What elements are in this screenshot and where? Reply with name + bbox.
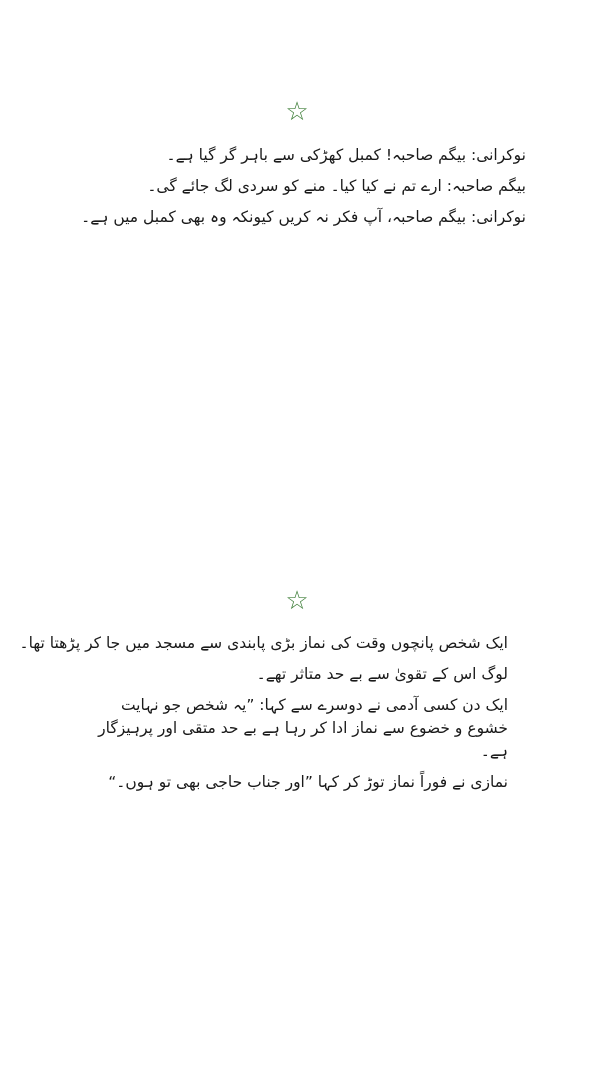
joke-line: ایک شخص پانچوں وقت کی نماز بڑی پابندی سے مسجد میں جا کر پڑھتا تھا۔ [19, 634, 508, 652]
joke-blanket [66, 144, 526, 237]
joke-line: ایک دن کسی آدمی نے دوسرے سے کہا: ”یہ شخص جو نہایت خشوع و خضوع سے نماز ادا کر رہا ہے بے حد متقی اور پرہیزگار ہے۔ [98, 696, 508, 760]
star-divider-icon: ☆ [285, 586, 309, 616]
joke-line: نوکرانی: بیگم صاحبہ! کمبل کھڑکی سے باہر گر گیا ہے۔ [166, 146, 526, 164]
joke-prayer [19, 632, 508, 802]
joke-line: نمازی نے فوراً نماز توڑ کر کہا ”اور جناب حاجی بھی تو ہوں۔“ [108, 773, 508, 791]
joke-line: لوگ اس کے تقویٰ سے بے حد متاثر تھے۔ [256, 665, 508, 683]
joke-line: بیگم صاحبہ: ارے تم نے کیا کیا۔ منے کو سردی لگ جائے گی۔ [147, 177, 526, 195]
joke-line: نوکرانی: بیگم صاحبہ، آپ فکر نہ کریں کیونکہ وہ بھی کمبل میں ہے۔ [81, 208, 526, 226]
star-divider-icon: ☆ [285, 97, 309, 127]
